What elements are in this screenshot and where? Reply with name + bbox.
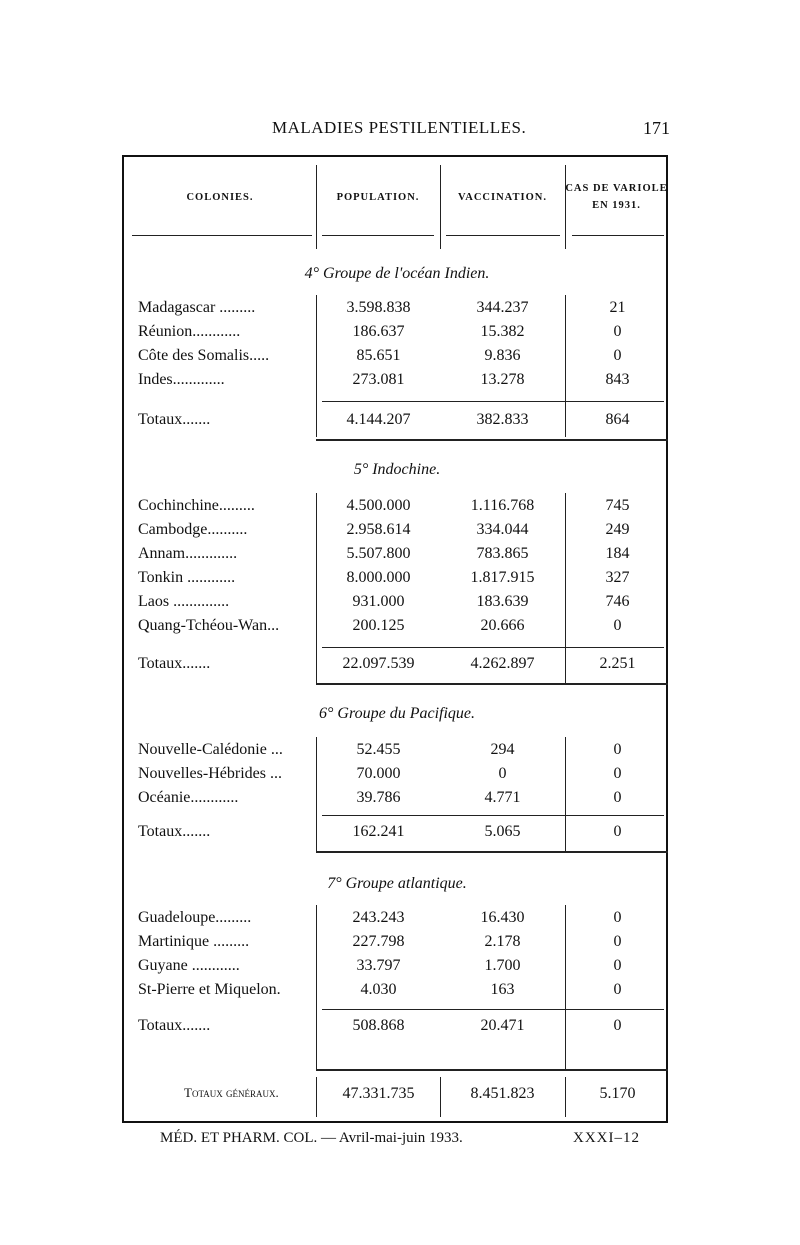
vaccination-total: 20.471 xyxy=(480,1017,525,1034)
vaccination-value: 344.237 xyxy=(476,299,529,316)
vaccination-value: 1.116.768 xyxy=(470,497,535,514)
colony-name: Nouvelle-Calédonie ... xyxy=(138,741,283,758)
total-row xyxy=(124,411,670,435)
population-value: 4.030 xyxy=(360,981,397,998)
cases-value: 746 xyxy=(605,593,630,610)
total-row xyxy=(124,655,670,679)
population-value: 52.455 xyxy=(356,741,401,758)
cases-total: 2.251 xyxy=(599,655,636,672)
subtotal-rule xyxy=(322,1009,664,1010)
vaccination-value: 15.382 xyxy=(480,323,525,340)
vaccination-total: 4.262.897 xyxy=(470,655,535,672)
cases-total: 0 xyxy=(613,1017,622,1034)
table-row xyxy=(124,371,670,395)
colony-name: Martinique ......... xyxy=(138,933,250,950)
header-colonies: COLONIES. xyxy=(186,191,254,203)
total-label: Totaux....... xyxy=(138,655,211,672)
cases-total: 0 xyxy=(613,823,622,840)
vaccination-value: 183.639 xyxy=(476,593,529,610)
cases-value: 0 xyxy=(613,347,622,364)
colony-name: Guadeloupe......... xyxy=(138,909,252,926)
table-row xyxy=(124,323,670,347)
population-value: 85.651 xyxy=(356,347,401,364)
subtotal-rule xyxy=(322,401,664,402)
table-row xyxy=(124,299,670,323)
table-row xyxy=(124,521,670,545)
table-frame xyxy=(122,155,668,1123)
population-total: 508.868 xyxy=(352,1017,405,1034)
header-rule xyxy=(132,235,312,236)
table-row xyxy=(124,593,670,617)
cases-value: 0 xyxy=(613,765,622,782)
header-cas-line1: CAS DE VARIOLE xyxy=(565,183,668,194)
cases-value: 0 xyxy=(613,323,622,340)
header-rule xyxy=(572,235,664,236)
colony-name: Madagascar ......... xyxy=(138,299,256,316)
vaccination-value: 2.178 xyxy=(484,933,521,950)
grand-total-cases: 5.170 xyxy=(599,1085,636,1102)
cases-value: 249 xyxy=(605,521,630,538)
colony-name: Nouvelles-Hébrides ... xyxy=(138,765,282,782)
colony-name: Laos .............. xyxy=(138,593,230,610)
table-row xyxy=(124,909,670,933)
total-row xyxy=(124,1017,670,1041)
footer-signature: XXXI–12 xyxy=(573,1130,640,1146)
grand-total-vaccination: 8.451.823 xyxy=(470,1085,535,1102)
population-value: 3.598.838 xyxy=(346,299,411,316)
population-value: 39.786 xyxy=(356,789,401,806)
table-row xyxy=(124,545,670,569)
vaccination-value: 783.865 xyxy=(476,545,529,562)
group-rule xyxy=(316,1069,668,1071)
group-rule xyxy=(316,683,668,685)
vaccination-value: 334.044 xyxy=(476,521,529,538)
vaccination-value: 1.700 xyxy=(484,957,521,974)
cases-value: 0 xyxy=(613,933,622,950)
population-value: 2.958.614 xyxy=(346,521,411,538)
group-title: 4° Groupe de l'océan Indien. xyxy=(304,265,490,282)
population-value: 931.000 xyxy=(352,593,405,610)
table-row xyxy=(124,497,670,521)
grand-total-label: Totaux généraux. xyxy=(184,1085,279,1100)
colony-name: Annam............. xyxy=(138,545,238,562)
colony-name: Cochinchine......... xyxy=(138,497,255,514)
colony-name: Cambodge.......... xyxy=(138,521,248,538)
cases-value: 0 xyxy=(613,617,622,634)
table-row xyxy=(124,981,670,1005)
grand-total-row xyxy=(124,1085,670,1109)
cases-value: 0 xyxy=(613,957,622,974)
colony-name: Quang-Tchéou-Wan... xyxy=(138,617,280,634)
table-row xyxy=(124,741,670,765)
table-row xyxy=(124,789,670,813)
header-cas-line2: EN 1931. xyxy=(592,200,641,211)
table-row xyxy=(124,347,670,371)
table-row xyxy=(124,933,670,957)
group-title: 7° Groupe atlantique. xyxy=(327,875,467,892)
group-rule xyxy=(316,851,668,853)
population-value: 186.637 xyxy=(352,323,405,340)
population-value: 5.507.800 xyxy=(346,545,411,562)
colony-name: Côte des Somalis..... xyxy=(138,347,270,364)
vaccination-value: 9.836 xyxy=(484,347,521,364)
header-rule xyxy=(322,235,434,236)
grand-total-population: 47.331.735 xyxy=(342,1085,415,1102)
population-value: 70.000 xyxy=(356,765,401,782)
cases-value: 21 xyxy=(609,299,626,316)
total-label: Totaux....... xyxy=(138,823,211,840)
colony-name: Tonkin ............ xyxy=(138,569,236,586)
running-head xyxy=(122,118,670,142)
colony-name: Réunion............ xyxy=(138,323,241,340)
population-total: 22.097.539 xyxy=(342,655,415,672)
vaccination-total: 382.833 xyxy=(476,411,529,428)
cases-value: 0 xyxy=(613,741,622,758)
vaccination-value: 163 xyxy=(490,981,515,998)
header-vaccination: VACCINATION. xyxy=(458,191,547,203)
group-title: 6° Groupe du Pacifique. xyxy=(319,705,475,722)
table-row xyxy=(124,617,670,641)
cases-value: 0 xyxy=(613,789,622,806)
page-number: 171 xyxy=(643,118,670,138)
total-label: Totaux....... xyxy=(138,411,211,428)
table-row xyxy=(124,569,670,593)
vaccination-total: 5.065 xyxy=(484,823,521,840)
table-row xyxy=(124,765,670,789)
group-rule xyxy=(316,439,668,441)
colony-name: Océanie............ xyxy=(138,789,239,806)
population-value: 33.797 xyxy=(356,957,401,974)
cases-value: 184 xyxy=(605,545,630,562)
cases-value: 843 xyxy=(605,371,630,388)
population-value: 8.000.000 xyxy=(346,569,411,586)
footer-citation: MÉD. ET PHARM. COL. — Avril-mai-juin 1933. xyxy=(160,1130,463,1146)
population-value: 243.243 xyxy=(352,909,405,926)
cases-value: 0 xyxy=(613,909,622,926)
colony-name: Indes............. xyxy=(138,371,225,388)
cases-value: 745 xyxy=(605,497,630,514)
vaccination-value: 1.817.915 xyxy=(470,569,535,586)
vaccination-value: 13.278 xyxy=(480,371,525,388)
vaccination-value: 294 xyxy=(490,741,515,758)
group-title: 5° Indochine. xyxy=(353,461,441,478)
header-rule xyxy=(446,235,560,236)
cases-total: 864 xyxy=(605,411,630,428)
population-value: 4.500.000 xyxy=(346,497,411,514)
vaccination-value: 16.430 xyxy=(480,909,525,926)
subtotal-rule xyxy=(322,647,664,648)
population-total: 4.144.207 xyxy=(346,411,411,428)
vaccination-value: 0 xyxy=(498,765,507,782)
subtotal-rule xyxy=(322,815,664,816)
cases-value: 0 xyxy=(613,981,622,998)
colony-name: St-Pierre et Miquelon. xyxy=(138,981,281,998)
population-value: 273.081 xyxy=(352,371,405,388)
population-value: 200.125 xyxy=(352,617,405,634)
colony-name: Guyane ............ xyxy=(138,957,240,974)
population-value: 227.798 xyxy=(352,933,405,950)
total-label: Totaux....... xyxy=(138,1017,211,1034)
page-footer xyxy=(122,1130,670,1154)
vaccination-value: 4.771 xyxy=(484,789,521,806)
cases-value: 327 xyxy=(605,569,630,586)
population-total: 162.241 xyxy=(352,823,405,840)
running-title: MALADIES PESTILENTIELLES. xyxy=(272,118,527,137)
vaccination-value: 20.666 xyxy=(480,617,525,634)
table-row xyxy=(124,957,670,981)
total-row xyxy=(124,823,670,847)
header-cas xyxy=(565,157,668,237)
header-population: POPULATION. xyxy=(336,191,420,203)
